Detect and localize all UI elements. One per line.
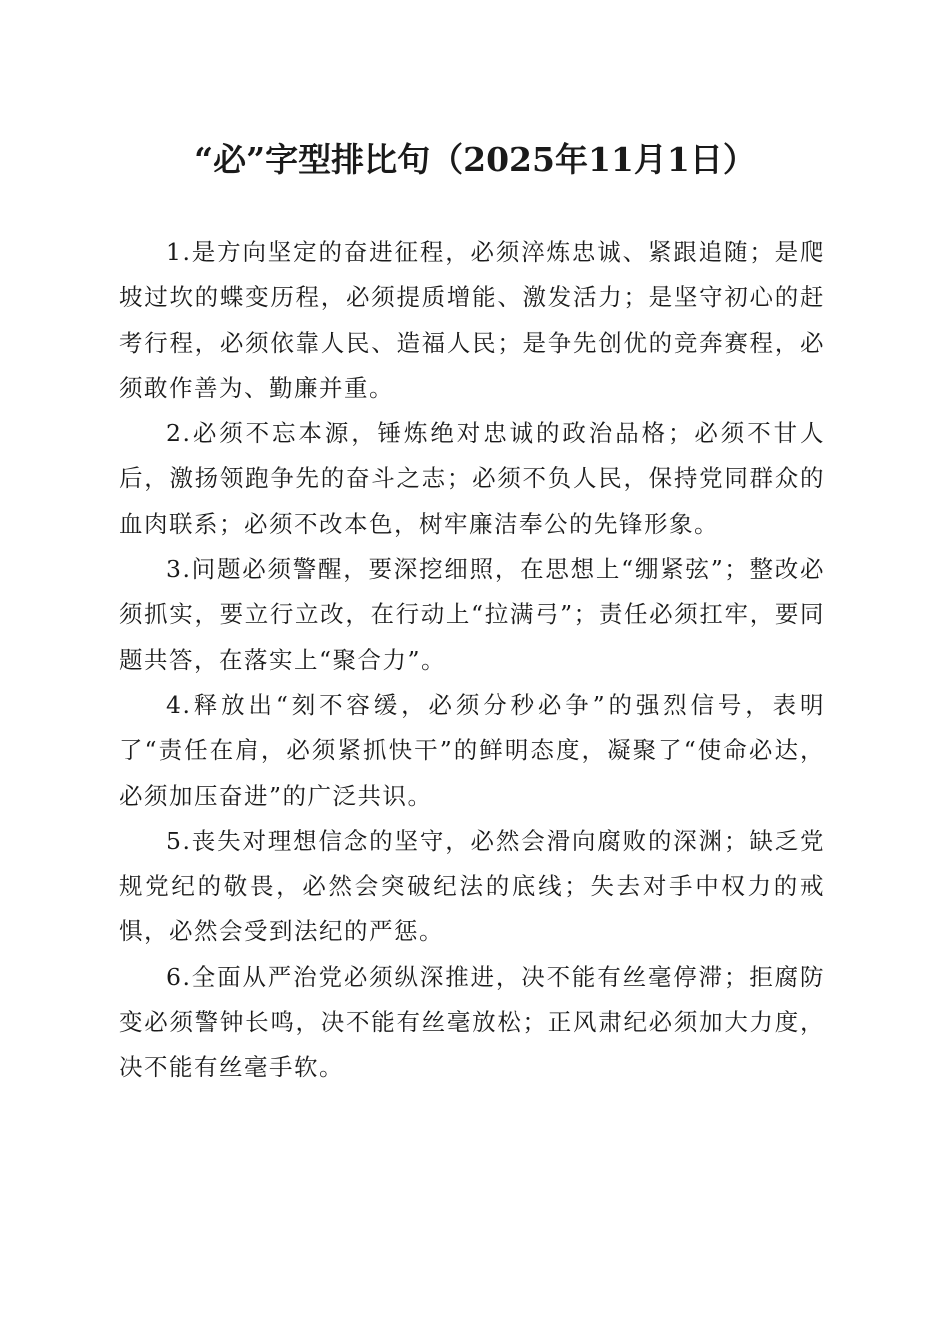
paragraph-1: 1.是方向坚定的奋进征程，必须淬炼忠诚、紧跟追随；是爬坡过坎的蝶变历程，必须提质增能、激发活力；是坚守初心的赶考行程，必须依靠人民、造福人民；是争先创优的竞奔赛程，必须敢作善为、勤廉并重。 [119, 238, 825, 402]
paragraph-4: 4.释放出“刻不容缓，必须分秒必争”的强烈信号，表明了“责任在肩，必须紧抓快干”的鲜明态度，凝聚了“使命必达，必须加压奋进”的广泛共识。 [119, 690, 825, 810]
document-body [119, 230, 825, 1091]
document-title: “必”字型排比句（2025年11月1日） [194, 140, 756, 179]
paragraph-3: 3.问题必须警醒，要深挖细照，在思想上“绷紧弦”；整改必须抓实，要立行立改，在行动上“拉满弓”；责任必须扛牢，要同题共答，在落实上“聚合力”。 [119, 555, 825, 674]
paragraph-2: 2.必须不忘本源，锤炼绝对忠诚的政治品格；必须不甘人后，激扬领跑争先的奋斗之志；必须不负人民，保持党同群众的血肉联系；必须不改本色，树牢廉洁奉公的先锋形象。 [119, 419, 825, 538]
paragraph-5: 5.丧失对理想信念的坚守，必然会滑向腐败的深渊；缺乏党规党纪的敬畏，必然会突破纪法的底线；失去对手中权力的戒惧，必然会受到法纪的严惩。 [119, 826, 825, 946]
paragraph-6: 6.全面从严治党必须纵深推进，决不能有丝毫停滞；拒腐防变必须警钟长鸣，决不能有丝毫放松；正风肃纪必须加大力度，决不能有丝毫手软。 [119, 962, 825, 1082]
